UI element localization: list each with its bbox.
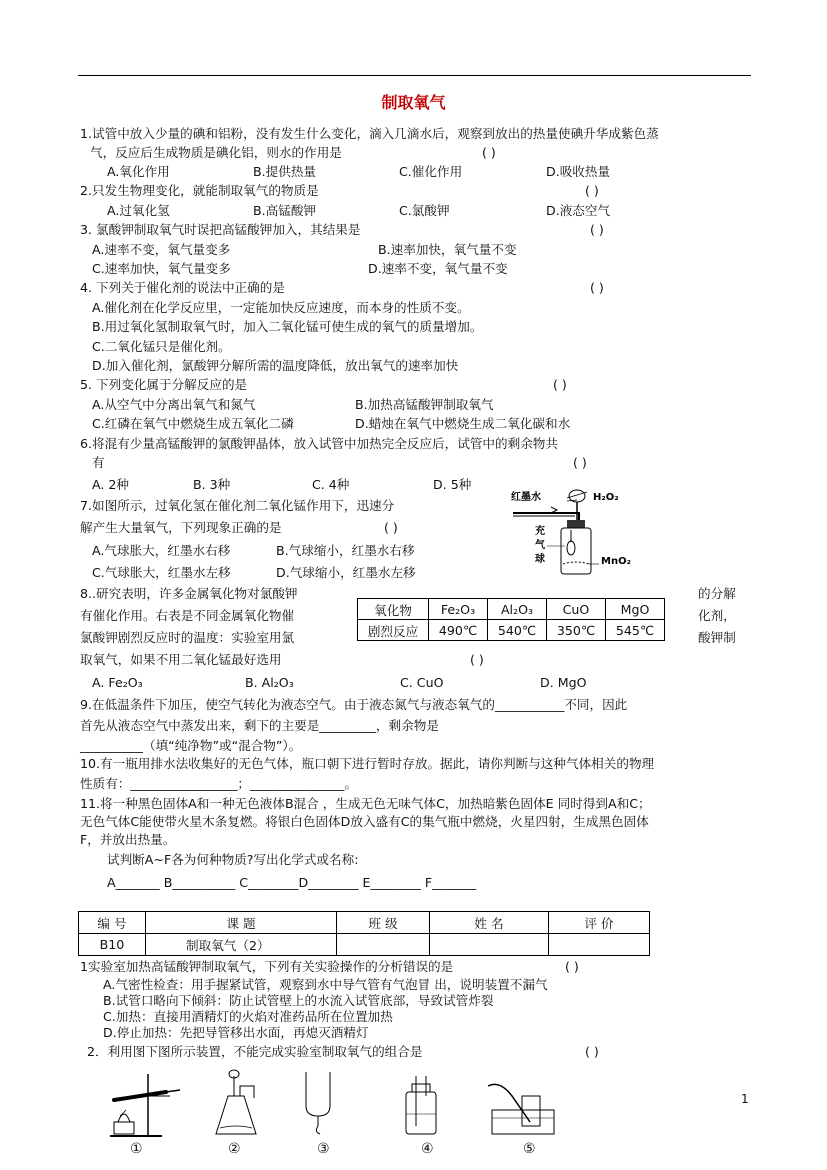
text-line-q2oa: A.过氧化氢 bbox=[107, 203, 170, 218]
text-line-q11e: A_______ B__________ C________D________ E________ F_______ bbox=[107, 875, 477, 890]
apparatus-label-5: ⑤ bbox=[523, 1141, 536, 1157]
table-cell: CuO bbox=[547, 599, 606, 620]
text-line-q7oc: C.气球胀大，红墨水左移 bbox=[92, 565, 231, 580]
text-line-q10a: 10.有一瓶用排水法收集好的无色气体，瓶口朝下进行暂时存放。据此，请你判断与这种气体相关的物理 bbox=[80, 756, 655, 771]
text-line-q6oa: A. 2种 bbox=[92, 477, 130, 492]
table-cell: 班 级 bbox=[337, 912, 430, 934]
text-line-q11a: 11.将一种黑色固体A和一种无色液体B混合 ，生成无色无味气体C，加热暗紫色固体E 同时得到A和C； bbox=[80, 796, 651, 811]
text-line-q4oc: C.二氧化锰只是催化剂。 bbox=[92, 339, 231, 354]
table-row bbox=[358, 620, 665, 641]
text-line-q5oa: A.从空气中分离出氧气和氮气 bbox=[92, 397, 256, 412]
apparatus-label-1: ① bbox=[130, 1141, 143, 1157]
text-line-q3p: ( ) bbox=[590, 222, 604, 237]
text-line-q7od: D.气球缩小，红墨水左移 bbox=[276, 565, 416, 580]
table-cell: 490℃ bbox=[429, 620, 488, 641]
table-cell: 氧化物 bbox=[358, 599, 429, 620]
text-line-s2q1ob: B.试管口略向下倾斜：防止试管壁上的水流入试管底部，导致试管炸裂 bbox=[103, 993, 494, 1008]
table-cell: B10 bbox=[79, 934, 146, 956]
page-title: 制取氧气 bbox=[381, 93, 446, 112]
table-cell: 课 题 bbox=[146, 912, 337, 934]
text-line-q1p: ( ) bbox=[482, 145, 496, 160]
table-cell: Fe₂O₃ bbox=[429, 599, 488, 620]
text-line-q10b: 性质有：_________________；_______________。 bbox=[80, 776, 358, 791]
apparatus-1-icon bbox=[110, 1074, 180, 1136]
text-line-q8p: ( ) bbox=[470, 652, 484, 667]
apparatus-3-icon bbox=[306, 1072, 330, 1134]
table-cell: 540℃ bbox=[488, 620, 547, 641]
text-line-q8od: D. MgO bbox=[540, 675, 587, 690]
text-line-q4p: ( ) bbox=[590, 280, 604, 295]
table-cell: 制取氧气（2） bbox=[146, 934, 337, 956]
text-line-q3: 3. 氯酸钾制取氧气时误把高锰酸钾加入，其结果是 bbox=[80, 222, 361, 237]
text-line-q2: 2.只发生物理变化，就能制取氧气的物质是 bbox=[80, 183, 319, 198]
text-line-q4oa: A.催化剂在化学反应里，一定能加快反应速度，而本身的性质不变。 bbox=[92, 300, 470, 315]
apparatus-label-2: ② bbox=[228, 1141, 241, 1157]
text-line-q8a2: 的分解 bbox=[698, 586, 736, 601]
balloon-label: 充 bbox=[535, 526, 545, 537]
table-row bbox=[358, 599, 665, 620]
text-line-q5: 5. 下列变化属于分解反应的是 bbox=[80, 377, 248, 392]
apparatus-label-3: ③ bbox=[317, 1141, 330, 1157]
text-line-s2q2: 2．利用图下图所示装置，不能完成实验室制取氧气的组合是 bbox=[87, 1044, 423, 1059]
h2o2-label: H₂O₂ bbox=[593, 492, 619, 503]
table-cell: 姓 名 bbox=[430, 912, 549, 934]
text-line-q7oa: A.气球胀大，红墨水右移 bbox=[92, 543, 231, 558]
text-line-q4od: D.加入催化剂，氯酸钾分解所需的温度降低，放出氧气的速率加快 bbox=[92, 358, 459, 373]
apparatus-5-icon bbox=[488, 1084, 554, 1134]
text-line-q8oc: C. CuO bbox=[400, 675, 444, 690]
text-line-q8b: 有催化作用。右表是不同金属氧化物催 bbox=[80, 608, 295, 623]
oxide-table bbox=[357, 598, 665, 641]
text-line-q6ob: B. 3种 bbox=[193, 477, 231, 492]
text-line-q9a: 9.在低温条件下加压，使空气转化为液态空气。由于液态氮气与液态氧气的___________不同，因此 bbox=[80, 697, 628, 712]
text-line-s2q1oc: C.加热：直接用酒精灯的火焰对准药品所在位置加热 bbox=[103, 1009, 393, 1024]
text-line-q6a: 6.将混有少量高锰酸钾的氯酸钾晶体，放入试管中加热完全反应后，试管中的剩余物共 bbox=[80, 436, 558, 451]
text-line-q7ob: B.气球缩小，红墨水右移 bbox=[276, 543, 415, 558]
text-line-q3od: D.速率不变，氧气量不变 bbox=[368, 261, 508, 276]
header-rule bbox=[78, 75, 751, 76]
text-line-s2q1: 1实验室加热高锰酸钾制取氧气，下列有关实验操作的分析错误的是 bbox=[80, 959, 454, 974]
table-cell bbox=[549, 934, 650, 956]
text-line-q8c: 氯酸钾剧烈反应时的温度：实验室用氯 bbox=[80, 630, 295, 645]
svg-text:球: 球 bbox=[535, 554, 545, 565]
page-number: 1 bbox=[741, 1092, 749, 1106]
text-line-q6p: ( ) bbox=[573, 455, 587, 470]
text-line-q6oc: C. 4种 bbox=[312, 477, 350, 492]
table-cell: 编 号 bbox=[79, 912, 146, 934]
text-line-q6b: 有 bbox=[92, 455, 105, 470]
text-line-s2q1od: D.停止加热：先把导管移出水面，再熄灭酒精灯 bbox=[103, 1025, 369, 1040]
text-line-q11c: F，并放出热量。 bbox=[80, 832, 176, 847]
text-line-q5od: D.蜡烛在氧气中燃烧生成二氧化碳和水 bbox=[355, 416, 571, 431]
text-line-q2p: ( ) bbox=[585, 183, 599, 198]
text-line-q6od: D. 5种 bbox=[433, 477, 472, 492]
text-line-q9c: __________（填“纯净物”或“混合物”）。 bbox=[80, 738, 302, 753]
question7-figure bbox=[505, 486, 645, 578]
table-cell: 350℃ bbox=[547, 620, 606, 641]
table-cell: 评 价 bbox=[549, 912, 650, 934]
apparatus-label-4: ④ bbox=[421, 1141, 434, 1157]
text-line-q8b2: 化剂， bbox=[698, 608, 736, 623]
text-line-q1a: 1.试管中放入少量的碘和铝粉，没有发生什么变化，滴入几滴水后，观察到放出的热量使碘升华成紫色蒸 bbox=[80, 126, 659, 141]
svg-text:气: 气 bbox=[535, 540, 545, 551]
text-line-q2od: D.液态空气 bbox=[546, 203, 611, 218]
text-line-q8a: 8..研究表明，许多金属氧化物对氯酸钾 bbox=[80, 586, 298, 601]
ink-label: 红墨水 bbox=[511, 492, 541, 503]
text-line-q8c2: 酸钾制 bbox=[698, 630, 736, 645]
text-line-q2ob: B.高锰酸钾 bbox=[253, 203, 317, 218]
text-line-q5ob: B.加热高锰酸钾制取氧气 bbox=[355, 397, 494, 412]
apparatus-4-icon bbox=[406, 1076, 436, 1134]
text-line-q1b: 气，反应后生成物质是碘化铝，则水的作用是 bbox=[90, 145, 342, 160]
table-cell: Al₂O₃ bbox=[488, 599, 547, 620]
text-line-q4: 4. 下列关于催化剂的说法中正确的是 bbox=[80, 280, 285, 295]
table-row bbox=[79, 912, 650, 934]
text-line-q1oc: C.催化作用 bbox=[399, 164, 463, 179]
mno2-label: MnO₂ bbox=[601, 556, 631, 567]
table-cell bbox=[337, 934, 430, 956]
text-line-q7a: 7.如图所示，过氧化氢在催化剂二氧化锰作用下，迅速分 bbox=[80, 498, 395, 513]
table-cell bbox=[430, 934, 549, 956]
table-row bbox=[79, 934, 650, 956]
text-line-q3oc: C.速率加快，氧气量变多 bbox=[92, 261, 231, 276]
text-line-s2q2p: ( ) bbox=[585, 1044, 599, 1059]
text-line-q8d: 取氧气，如果不用二氧化锰最好选用 bbox=[80, 652, 282, 667]
text-line-q1oa: A.氧化作用 bbox=[107, 164, 170, 179]
text-line-q4ob: B.用过氧化氢制取氧气时，加入二氧化锰可使生成的氧气的质量增加。 bbox=[92, 319, 483, 334]
lesson-info-table bbox=[78, 911, 650, 956]
text-line-s2q1oa: A.气密性检查：用手握紧试管，观察到水中导气管有气泡冒 出，说明装置不漏气 bbox=[103, 977, 548, 992]
text-line-s2q1p: ( ) bbox=[565, 959, 579, 974]
apparatus-2-icon bbox=[216, 1070, 256, 1134]
text-line-q7p: ( ) bbox=[384, 520, 398, 535]
text-line-q1ob: B.提供热量 bbox=[253, 164, 317, 179]
text-line-q2oc: C.氯酸钾 bbox=[399, 203, 450, 218]
apparatus-figure bbox=[100, 1066, 570, 1142]
table-cell: MgO bbox=[606, 599, 665, 620]
text-line-q3ob: B.速率加快，氧气量不变 bbox=[378, 242, 517, 257]
text-line-q1od: D.吸收热量 bbox=[546, 164, 611, 179]
text-line-q5p: ( ) bbox=[553, 377, 567, 392]
text-line-q8oa: A. Fe₂O₃ bbox=[92, 675, 143, 690]
text-line-q9b: 首先从液态空气中蒸发出来，剩下的主要是_________，剩余物是 bbox=[80, 718, 439, 733]
text-line-q7b: 解产生大量氧气，下列现象正确的是 bbox=[80, 520, 282, 535]
table-cell: 545℃ bbox=[606, 620, 665, 641]
text-line-q5oc: C.红磷在氧气中燃烧生成五氧化二磷 bbox=[92, 416, 294, 431]
text-line-q3oa: A.速率不变，氧气量变多 bbox=[92, 242, 231, 257]
text-line-q11d: 试判断A~F各为何种物质?写出化学式或名称: bbox=[107, 852, 359, 867]
text-line-q11b: 无色气体C能使带火星木条复燃。将银白色固体D放入盛有C的集气瓶中燃烧，火星四射，生成黑色固体 bbox=[80, 814, 649, 829]
table-cell: 剧烈反应 bbox=[358, 620, 429, 641]
text-line-q8ob: B. Al₂O₃ bbox=[245, 675, 294, 690]
